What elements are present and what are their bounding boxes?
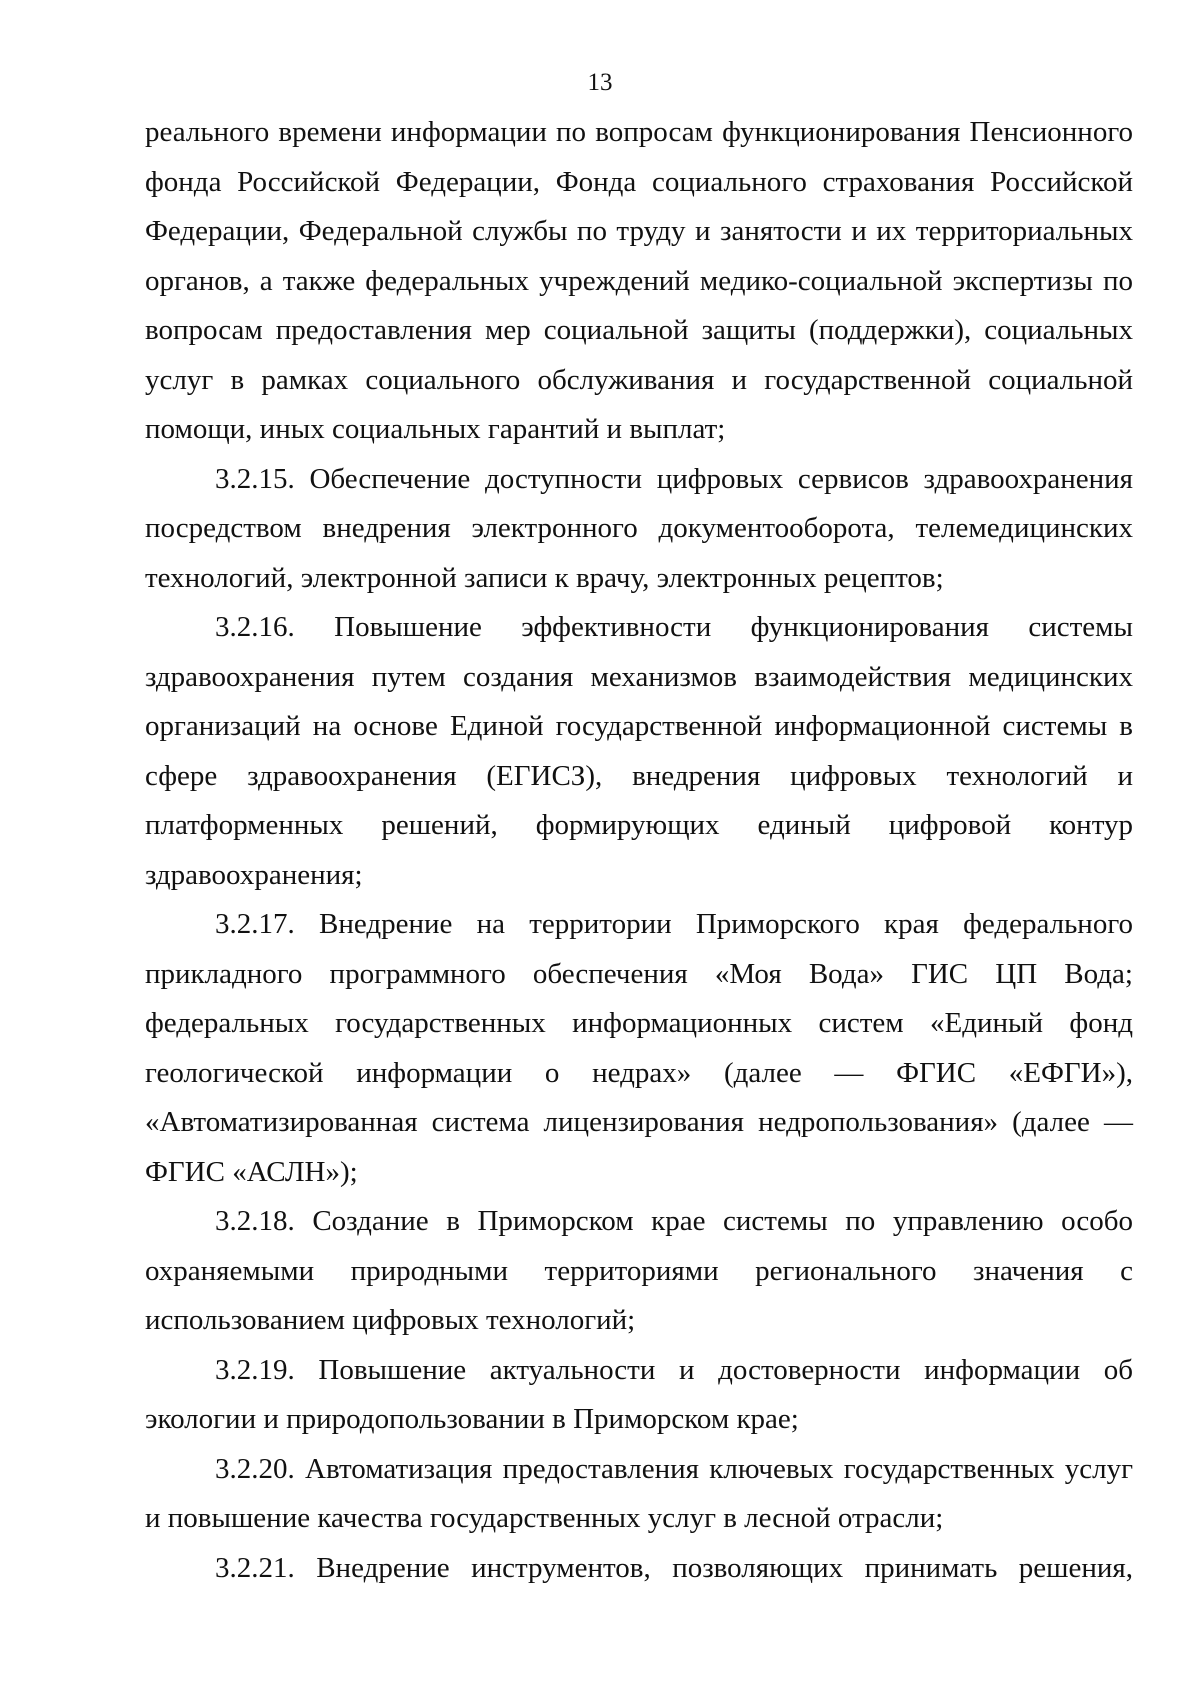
paragraph-item-3-2-18: 3.2.18. Создание в Приморском крае системы по управлению особо охраняемыми природными территориями регионального значения с использованием цифровых технологий;	[145, 1205, 1133, 1336]
document-body	[145, 108, 1133, 1593]
page-number: 13	[587, 69, 613, 96]
paragraph-item-3-2-15: 3.2.15. Обеспечение доступности цифровых сервисов здравоохранения посредством внедрения электронного документооборота, телемедицинских технологий, электронной записи к врачу, электронных рецептов;	[145, 462, 1133, 594]
paragraph-item-3-2-20: 3.2.20. Автоматизация предоставления ключевых государственных услуг и повышение качества государственных услуг в лесной отрасли;	[145, 1452, 1133, 1534]
paragraph-item-3-2-17: 3.2.17. Внедрение на территории Приморского края федерального прикладного программного обеспечения «Моя Вода» ГИС ЦП Вода; федеральных государственных информационных систем «Единый фонд геологической информации о недрах» (далее — ФГИС «ЕФГИ»), «Автоматизированная система лицензирования недропользования» (далее — ФГИС «АСЛН»);	[145, 908, 1133, 1188]
paragraph-item-3-2-16: 3.2.16. Повышение эффективности функционирования системы здравоохранения путем создания механизмов взаимодействия медицинских организаций на основе Единой государственной информационной системы в сфере здравоохранения (ЕГИСЗ), внедрения цифровых технологий и платформенных решений, формирующих единый цифровой контур здравоохранения;	[145, 611, 1133, 891]
paragraph-item-3-2-21: 3.2.21. Внедрение инструментов, позволяющих принимать решения,	[215, 1551, 1133, 1584]
paragraph-continuation: реального времени информации по вопросам функционирования Пенсионного фонда Российской Федерации, Фонда социального страхования Российской Федерации, Федеральной службы по труду и занятости и их территориальных органов, а также федеральных учреждений медико-социальной экспертизы по вопросам предоставления мер социальной защиты (поддержки), социальных услуг в рамках социального обслуживания и государственной социальной помощи, иных социальных гарантий и выплат;	[145, 116, 1133, 445]
paragraph-item-3-2-19: 3.2.19. Повышение актуальности и достоверности информации об экологии и природопользовании в Приморском крае;	[145, 1353, 1133, 1435]
